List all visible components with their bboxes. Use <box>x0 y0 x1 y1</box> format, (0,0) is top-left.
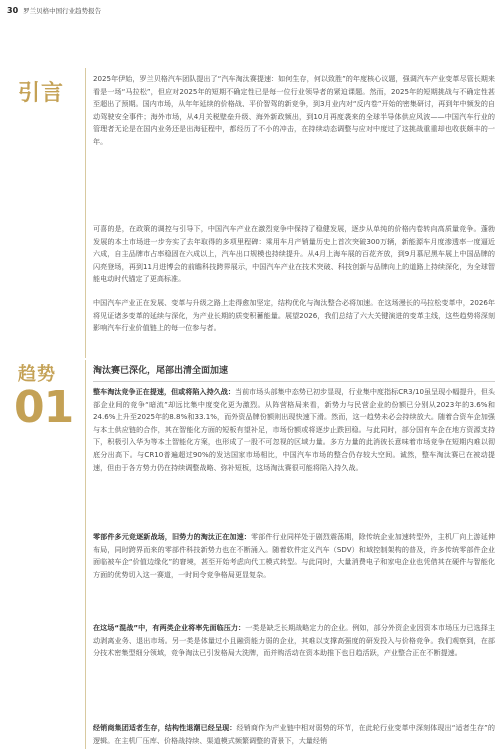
trend-section-1-lead: 整车淘汰竞争正在提速，但或将陷入持久战： <box>93 387 235 396</box>
trend-number: 01 <box>14 382 74 433</box>
intro-paragraph-2: 可喜的是，在政策的调控与引导下，中国汽车产业在激烈竞争中保持了稳健发展，逐步从单纯的价格内卷转向高质量竞争。蓬勃发展的本土市场进一步夯实了去年取得的多项里程碑：乘用车月产销量历史上首次突破300万辆，新能源车月度渗透率一度逼近六成，自主品牌市占率稳固在六成以上，汽车出口规模也持续提升。从4月上海车展的百花齐放，到9月慕尼黑车展上中国品牌的闪亮登场，再到11月进博会的前瞻科技跨界展示，中国汽车产业在技术突破、科技创新与品牌向上的道路上持续深化，为全球智能电动时代锚定了更高标准。 <box>93 224 495 284</box>
trend-section-1-text: 当前市场头部集中态势已初步显现，行业集中度指标CR3/10虽呈现小幅提升，但头部企业间的竞争“暗流”却远比集中度变化更为激烈。从阵营格局来看，新势力与民营企业的份额已分别从2023年的3.6%和24.6%上升至2025年的8.8%和33.1%，而外资品牌份额则出现快速下滑。然而，这一趋势未必会持续放大。随着合资车企加强与本土供应链的合作，其在智能化方面的短板有望补足，市场份额或将逐步止跌回稳。与此同时，部分国有车企在地方资源支持下，积极引入华为等本土智能化方案，也形成了一股不可忽视的区域力量。多方力量的此消彼长意味着市场竞争在短期内难以彻底分出高下。与CR10普遍超过90%的发达国家市场相比，中国汽车市场的整合仍存较大空间。诚然，整车淘汰赛已在被动提速，但由于各方势力仍在持续调整战略、弥补短板，这场淘汰赛很可能将陷入持久战。 <box>93 387 496 472</box>
trend-section-2-text: 零部件行业同样处于剧烈震荡期，除传统企业加速转型外，主机厂向上游延伸布局，同时跨界而来的零部件科技新势力也在不断涌入。随着软件定义汽车（SDV）和域控制架构的普及，许多传统零部件企业面临被车企“价值边缘化”的窘境，甚至开始考虑向代工模式转型。与此同时，大量消费电子和家电企业也凭借其在硬件与智能化方面的优势切入这一赛道，一时间令竞争格局更显复杂。 <box>93 532 496 579</box>
trend-divider <box>85 360 86 749</box>
trend-title-rule <box>93 381 495 382</box>
trend-section-2 <box>93 531 495 581</box>
trend-label: 趋势 <box>18 364 56 385</box>
trend-title: 淘汰赛已深化，尾部出清全面加速 <box>93 366 229 376</box>
trend-section-3 <box>93 622 495 660</box>
intro-label: 引言 <box>18 81 65 106</box>
page-number: 30 <box>7 5 19 15</box>
trend-section-4-lead: 经销商集团适者生存，结构性退潮已经呈现： <box>93 723 237 732</box>
trend-section-2-lead: 零部件多元竞逐新战场，旧势力的淘汰正在加速： <box>93 532 251 541</box>
trend-section-4 <box>93 722 495 747</box>
trend-section-1 <box>93 386 495 474</box>
intro-paragraph-1: 2025年伊始，罗兰贝格汽车团队提出了“汽车淘汰赛提速：如何生存，何以致胜”的年度核心议题，强调汽车产业变革尽管长期来看是一场“马拉松”，但应对2025年的短期不确定性已是每一位行业领导者的紧迫课题。然而，2025年的短期挑战与不确定性甚至超出了预期。国内市场，从年年延续的价格战、平价智驾的新竞争，到3月业内对“反内卷”开始的密集研讨，再到年中频发的自动驾驶安全事件；海外市场，从4月关税壁垒升级、海外新政频出，到10月再度袭来的全球半导体供应风波——中国汽车行业的管理者无论是在国内业务还是出海征程中，都经历了不小的冲击，在持续动态调整与应对中度过了这挑战重重却也收获颇丰的一年。 <box>93 74 496 146</box>
report-title: 罗兰贝格中国行业趋势报告 <box>23 6 102 15</box>
trend-section-4-text: 经销商作为产业链中相对弱势的环节，在此轮行业变革中深刻体现出“适者生存”的逻辑。在主机厂压库、价格战持续、渠道模式频繁调整的背景下，大量经销 <box>93 723 495 745</box>
intro-divider <box>85 68 86 358</box>
page-header <box>7 4 101 16</box>
trend-section-3-text: 一类是缺乏长期战略定力的企业。例如，部分外资企业因资本市场压力已选择主动剥离业务、退出市场。另一类是体量过小且融资能力弱的企业，其难以支撑高强度的研发投入与价格竞争。我们观察到，在部分技术密集型细分领域，竞争淘汰已引发格局大洗牌，而并购活动在资本助推下也日趋活跃，产业整合正在不断提速。 <box>93 623 495 658</box>
intro-paragraph-3: 中国汽车产业正在发展、变革与升级之路上走得愈加坚定，结构优化与淘汰整合必将加速。在这场漫长的马拉松变革中，2026年将见证诸多变革的延续与深化，为产业长期的质变积蓄能量。展望2026，我们总结了六大关键演进的变革主线，这些趋势将深刻影响汽车行业价值链上的每一位参与者。 <box>93 298 495 333</box>
trend-section-3-lead: 在这场“混战”中，有两类企业将率先面临压力： <box>93 623 246 632</box>
